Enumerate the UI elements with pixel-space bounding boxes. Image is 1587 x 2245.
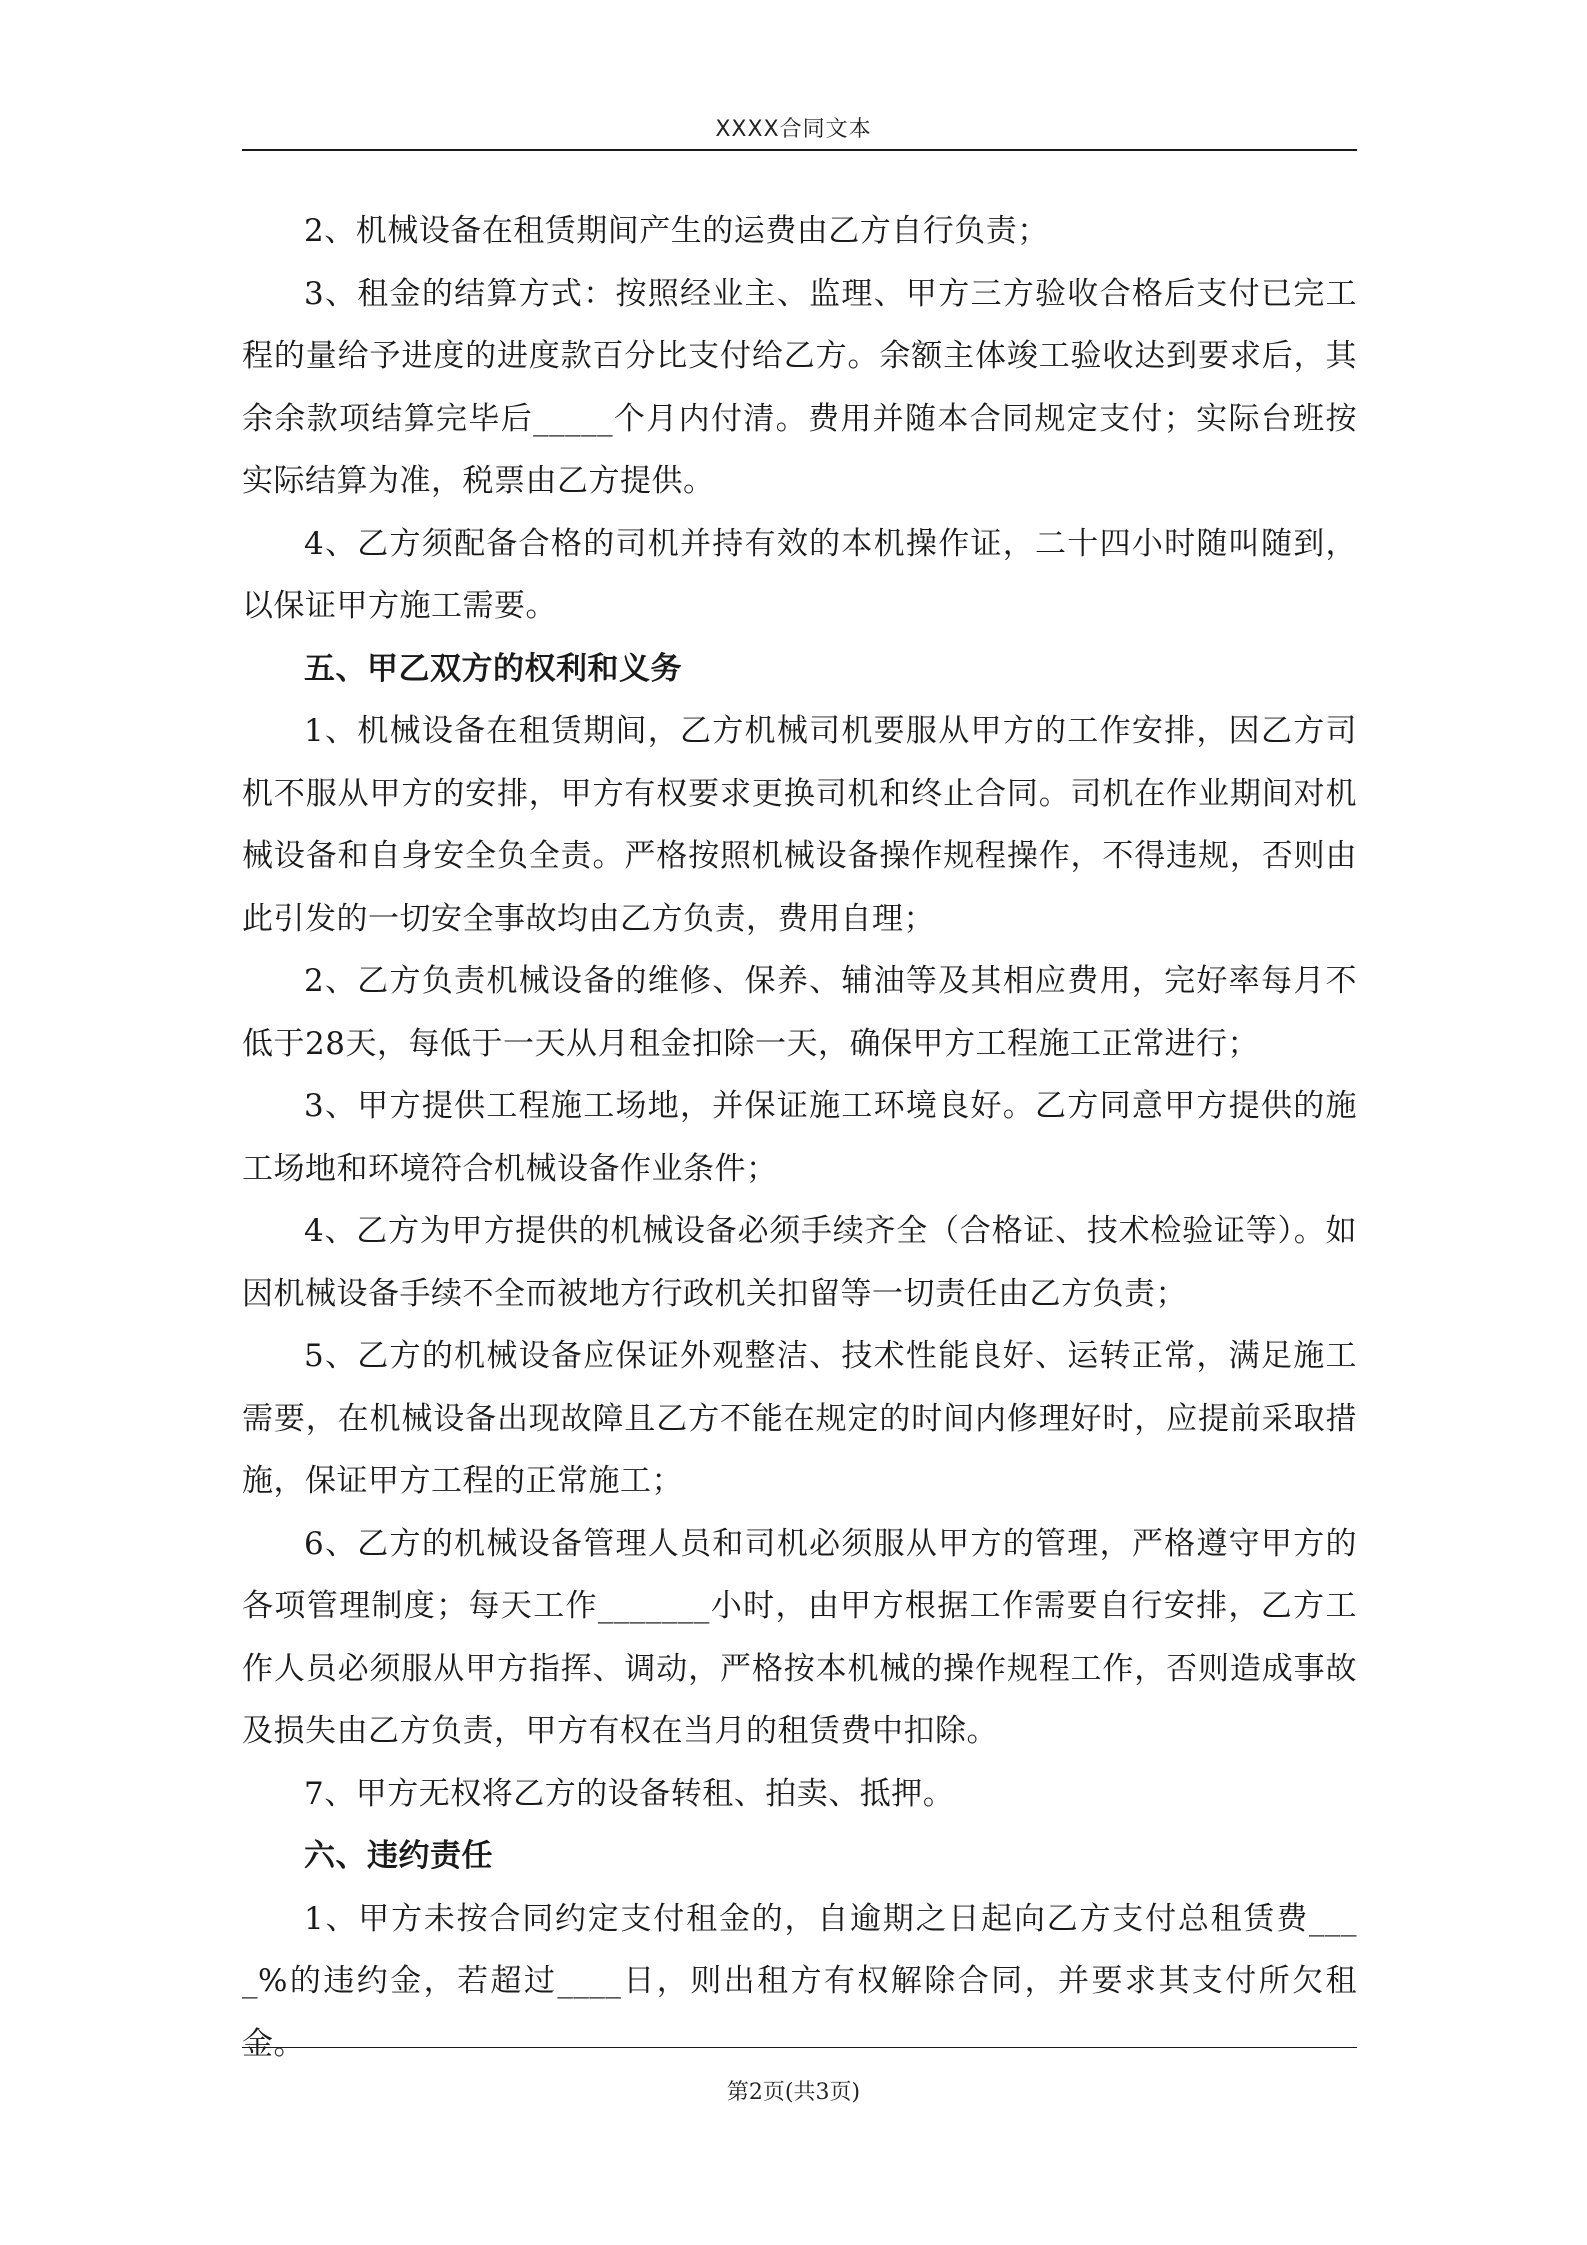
clause-paragraph: 3、甲方提供工程施工场地，并保证施工环境良好。乙方同意甲方提供的施工场地和环境符合机械设备作业条件； (242, 1088, 1357, 1187)
clause-paragraph: 1、甲方未按合同约定支付租金的，自逾期之日起向乙方支付总租赁费____%的违约金，若超过____日，则出租方有权解除合同，并要求其支付所欠租金。 (242, 1900, 1357, 2062)
running-header: XXXX合同文本 (715, 117, 872, 142)
clause-paragraph: 6、乙方的机械设备管理人员和司机必须服从甲方的管理，严格遵守甲方的各项管理制度；每天工作_______小时，由甲方根据工作需要自行安排，乙方工作人员必须服从甲方指挥、调动，严格按本机械的操作规程工作，否则造成事故及损失由乙方负责，甲方有权在当月的租赁费中扣除。 (242, 1525, 1357, 1749)
clause-paragraph: 4、乙方为甲方提供的机械设备必须手续齐全（合格证、技术检验证等）。如因机械设备手续不全而被地方行政机关扣留等一切责任由乙方负责； (242, 1213, 1357, 1312)
clause-paragraph: 5、乙方的机械设备应保证外观整洁、技术性能良好、运转正常，满足施工需要，在机械设备出现故障且乙方不能在规定的时间内修理好时，应提前采取措施，保证甲方工程的正常施工； (242, 1338, 1357, 1499)
section-heading: 六、违约责任 (304, 1838, 493, 1874)
section-heading: 五、甲乙双方的权利和义务 (304, 650, 682, 687)
document-body (242, 200, 1357, 2075)
footer-divider (242, 2047, 1357, 2048)
page-number: 第2页(共3页) (726, 2080, 861, 2105)
clause-paragraph: 4、乙方须配备合格的司机并持有效的本机操作证，二十四小时随叫随到，以保证甲方施工需要。 (242, 525, 1357, 624)
clause-paragraph: 3、租金的结算方式：按照经业主、监理、甲方三方验收合格后支付已完工程的量给予进度的进度款百分比支付给乙方。余额主体竣工验收达到要求后，其余余款项结算完毕后_____个月内付清。费用并随本合同规定支付；实际台班按实际结算为准，税票由乙方提供。 (242, 275, 1357, 499)
clause-paragraph: 1、机械设备在租赁期间，乙方机械司机要服从甲方的工作安排，因乙方司机不服从甲方的安排，甲方有权要求更换司机和终止合同。司机在作业期间对机械设备和自身安全负全责。严格按照机械设备操作规程操作，不得违规，否则由此引发的一切安全事故均由乙方负责，费用自理； (242, 713, 1357, 937)
header-divider (242, 149, 1357, 151)
clause-paragraph: 7、甲方无权将乙方的设备转租、拍卖、抵押。 (304, 1775, 955, 1812)
clause-paragraph: 2、机械设备在租赁期间产生的运费由乙方自行负责； (304, 213, 1049, 249)
clause-paragraph: 2、乙方负责机械设备的维修、保养、辅油等及其相应费用，完好率每月不低于28天，每低于一天从月租金扣除一天，确保甲方工程施工正常进行； (242, 963, 1357, 1062)
